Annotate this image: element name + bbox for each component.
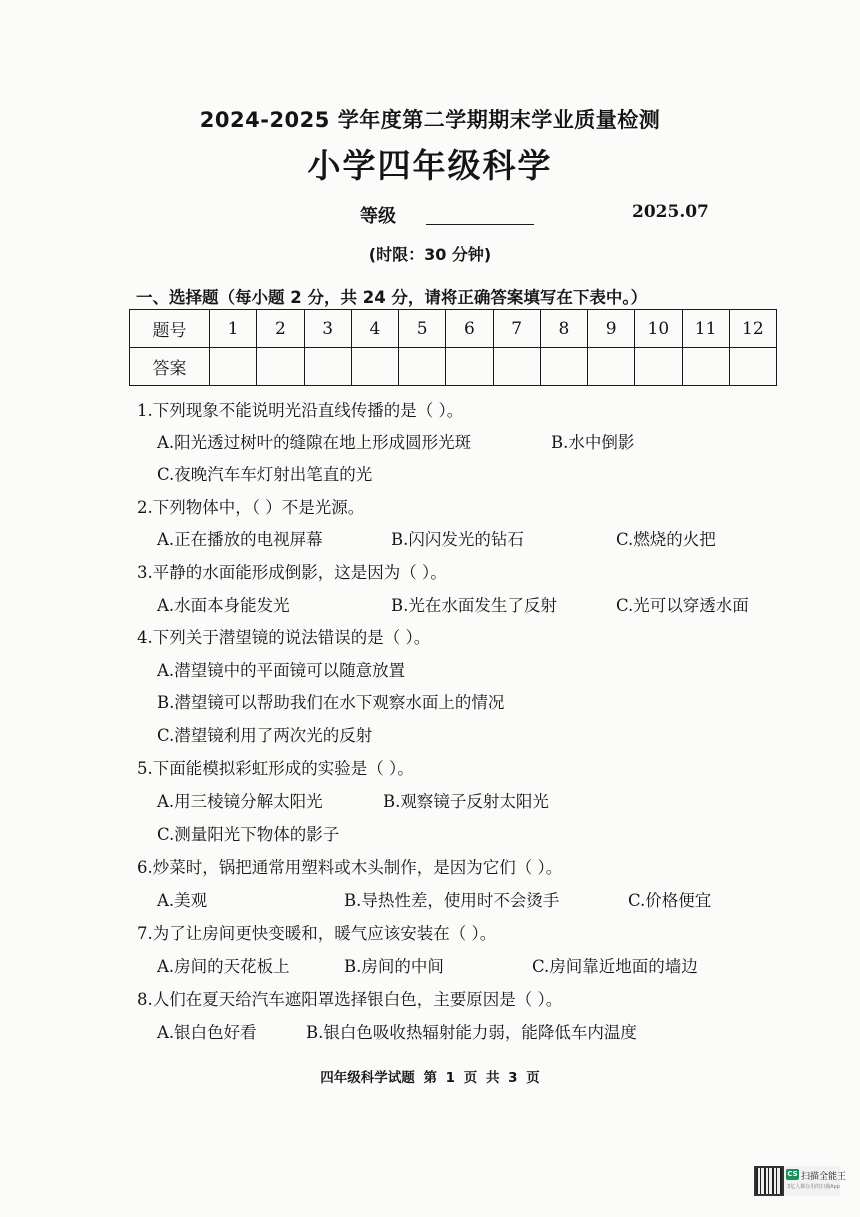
- answer-cell[interactable]: [635, 348, 682, 386]
- row-label-answer: 答案: [130, 348, 210, 386]
- grade-label: 等级: [360, 206, 396, 227]
- page-footer: 四年级科学试题 第 1 页 共 3 页: [320, 1070, 540, 1086]
- question-number-cell: 3: [304, 310, 351, 348]
- question-6-option-c: C.价格便宜: [628, 891, 712, 910]
- question-5-option-c: C.测量阳光下物体的影子: [157, 825, 340, 844]
- grade-blank-line: [426, 224, 534, 225]
- question-1-option-b: B.水中倒影: [551, 433, 635, 452]
- scanner-badge: [784, 1166, 847, 1196]
- question-6: 6.炒菜时，锅把通常用塑料或木头制作，是因为它们（ ）。: [137, 858, 563, 877]
- answer-cell[interactable]: [682, 348, 729, 386]
- question-number-cell: 1: [210, 310, 257, 348]
- question-8: 8.人们在夏天给汽车遮阳罩选择银白色，主要原因是（ ）。: [137, 990, 563, 1009]
- question-2: 2.下列物体中，（ ）不是光源。: [137, 498, 365, 517]
- answer-cell[interactable]: [493, 348, 540, 386]
- question-3-option-b: B.光在水面发生了反射: [391, 596, 557, 615]
- question-1: 1.下列现象不能说明光沿直线传播的是（ ）。: [137, 401, 464, 420]
- question-7: 7.为了让房间更快变暖和，暖气应该安装在（ ）。: [137, 924, 497, 943]
- answer-cell[interactable]: [588, 348, 635, 386]
- question-5: 5.下面能模拟彩虹形成的实验是（ ）。: [137, 759, 414, 778]
- section-heading: 一、选择题（每小题 2 分，共 24 分，请将正确答案填写在下表中。）: [136, 288, 648, 307]
- question-number-cell: 7: [493, 310, 540, 348]
- answer-cell[interactable]: [399, 348, 446, 386]
- question-4-option-b: B.潜望镜可以帮助我们在水下观察水面上的情况: [157, 693, 505, 712]
- question-3-option-c: C.光可以穿透水面: [616, 596, 749, 615]
- answer-cell[interactable]: [351, 348, 398, 386]
- answer-cell[interactable]: [257, 348, 304, 386]
- question-number-cell: 12: [729, 310, 776, 348]
- answer-cell[interactable]: [446, 348, 493, 386]
- question-2-option-c: C.燃烧的火把: [616, 530, 716, 549]
- answer-table: [129, 309, 777, 386]
- table-row-numbers: [130, 310, 777, 348]
- answer-cell[interactable]: [540, 348, 587, 386]
- question-8-option-b: B.银白色吸收热辐射能力弱，能降低车内温度: [306, 1023, 637, 1042]
- answer-cell[interactable]: [729, 348, 776, 386]
- question-1-option-a: A.阳光透过树叶的缝隙在地上形成圆形光斑: [157, 433, 472, 452]
- qr-code-icon: [754, 1166, 784, 1196]
- question-3-option-a: A.水面本身能发光: [157, 596, 290, 615]
- question-6-option-a: A.美观: [157, 891, 208, 910]
- question-number-cell: 10: [635, 310, 682, 348]
- exam-date: 2025.07: [632, 202, 709, 222]
- question-2-option-a: A.正在播放的电视屏幕: [157, 530, 323, 549]
- question-number-cell: 11: [682, 310, 729, 348]
- question-4-option-a: A.潜望镜中的平面镜可以随意放置: [157, 661, 406, 680]
- question-5-option-b: B.观察镜子反射太阳光: [383, 792, 549, 811]
- scanner-subtitle: 3亿人都在用的扫描App: [787, 1184, 840, 1190]
- question-5-option-a: A.用三棱镜分解太阳光: [157, 792, 323, 811]
- question-number-cell: 2: [257, 310, 304, 348]
- question-7-option-c: C.房间靠近地面的墙边: [532, 957, 698, 976]
- question-number-cell: 9: [588, 310, 635, 348]
- question-number-cell: 4: [351, 310, 398, 348]
- table-row-answers: [130, 348, 777, 386]
- answer-cell[interactable]: [210, 348, 257, 386]
- question-4: 4.下列关于潜望镜的说法错误的是（ ）。: [137, 628, 431, 647]
- question-1-option-c: C.夜晚汽车车灯射出笔直的光: [157, 465, 373, 484]
- question-3: 3.平静的水面能形成倒影，这是因为（ ）。: [137, 563, 447, 582]
- scanner-name: 扫描全能王: [801, 1172, 847, 1182]
- question-6-option-b: B.导热性差，使用时不会烫手: [344, 891, 560, 910]
- question-2-option-b: B.闪闪发光的钻石: [391, 530, 524, 549]
- answer-cell[interactable]: [304, 348, 351, 386]
- question-number-cell: 8: [540, 310, 587, 348]
- scanner-logo-icon: CS: [787, 1170, 798, 1178]
- question-8-option-a: A.银白色好看: [157, 1023, 257, 1042]
- question-number-cell: 6: [446, 310, 493, 348]
- question-7-option-a: A.房间的天花板上: [157, 957, 290, 976]
- question-number-cell: 5: [399, 310, 446, 348]
- row-label-number: 题号: [130, 310, 210, 348]
- grade-row: [0, 202, 860, 232]
- exam-title: 2024-2025 学年度第二学期期末学业质量检测: [199, 108, 661, 132]
- exam-subtitle: 小学四年级科学: [307, 146, 553, 185]
- question-4-option-c: C.潜望镜利用了两次光的反射: [157, 726, 373, 745]
- question-7-option-b: B.房间的中间: [344, 957, 444, 976]
- time-limit: (时限：30 分钟): [368, 245, 492, 264]
